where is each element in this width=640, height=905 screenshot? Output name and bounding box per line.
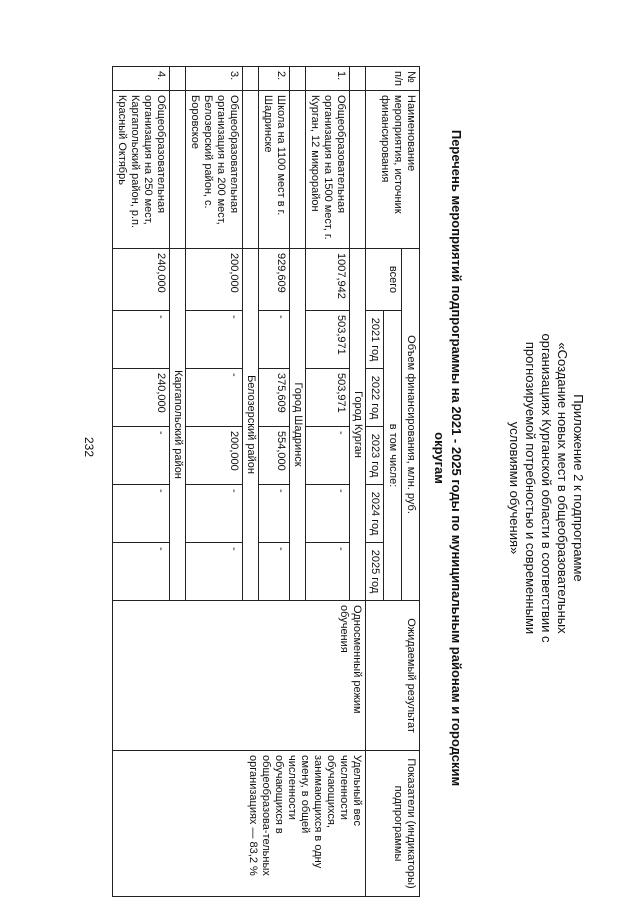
row-num: 2. xyxy=(259,67,290,91)
header-year: 2025 год xyxy=(366,543,384,601)
row-num: 4. xyxy=(113,67,170,91)
cell-2024: - xyxy=(259,485,290,543)
cell-total: 200,000 xyxy=(186,249,243,311)
cell-2023: 200,000 xyxy=(186,427,243,485)
header-funding: Объем финансирования, млн. руб. xyxy=(402,249,420,601)
rotated-page-content xyxy=(40,38,600,888)
cell-2022: 503,971 xyxy=(306,369,350,427)
cell-2024: - xyxy=(306,485,350,543)
row-num: 3. xyxy=(186,67,243,91)
cell-2023: 554,000 xyxy=(259,427,290,485)
cell-2022: - xyxy=(186,369,243,427)
header-year: 2024 год xyxy=(366,485,384,543)
row-name: Школа на 1100 мест в г. Шадринске xyxy=(259,91,290,249)
row-name: Общеобразовательная организация на 1500 мест, г. Курган, 12 микрорайон xyxy=(306,91,350,249)
title-line: Перечень мероприятий подпрограммы на 2021 - 2025 годы по муниципальным районам и городским xyxy=(449,129,464,787)
cell-2021: 503,971 xyxy=(306,311,350,369)
appendix-line: организациях Курганской области в соответствии с xyxy=(539,333,554,643)
section-label: Город Шадринск xyxy=(290,249,306,601)
cell-2025: - xyxy=(259,543,290,601)
section-label: Город Курган xyxy=(350,249,366,601)
cell-2025: - xyxy=(186,543,243,601)
cell-2022: 375,609 xyxy=(259,369,290,427)
cell-2023: - xyxy=(306,427,350,485)
appendix-line: прогнозируемой потребностью и современными xyxy=(523,341,538,635)
cell-2024: - xyxy=(186,485,243,543)
cell-2024: - xyxy=(113,485,170,543)
page-number: 232 xyxy=(82,437,96,458)
appendix-header xyxy=(506,243,586,733)
appendix-line: «Создание новых мест в общеобразовательных xyxy=(555,342,570,634)
expected-result: Односменный режим обучения xyxy=(113,601,366,751)
section-row xyxy=(350,67,366,897)
cell-2023: - xyxy=(113,427,170,485)
appendix-line: условиями обучения» xyxy=(507,421,522,555)
cell-2022: 240,000 xyxy=(113,369,170,427)
cell-2021: - xyxy=(259,311,290,369)
header-total: всего xyxy=(366,249,402,311)
header-year: 2021 год xyxy=(366,311,384,369)
measures-table xyxy=(112,66,420,897)
cell-total: 1007,942 xyxy=(306,249,350,311)
title-line: округам xyxy=(432,432,447,484)
header-result: Ожидаемый результат xyxy=(366,601,420,751)
cell-2025: - xyxy=(113,543,170,601)
page-title xyxy=(431,68,465,848)
cell-2021: - xyxy=(113,311,170,369)
header-name: Наименование мероприятия, источник финансирования xyxy=(366,91,420,249)
row-num: 1. xyxy=(306,67,350,91)
appendix-line: Приложение 2 к подпрограмме xyxy=(571,394,586,582)
header-indicators: Показатели (индикаторы) подпрограммы xyxy=(366,751,420,897)
row-name: Общеобразовательная организация на 250 мест, Каргапольский район, р.п. Красный Октябрь xyxy=(113,91,170,249)
header-year: 2022 год xyxy=(366,369,384,427)
table-header-row xyxy=(402,67,420,897)
header-num: № п/п xyxy=(366,67,420,91)
row-name: Общеобразовательная организация на 200 мест, Белозерский район, с. Боровское xyxy=(186,91,243,249)
section-label: Каргапольский район xyxy=(170,249,186,601)
cell-total: 929,609 xyxy=(259,249,290,311)
indicator-text: Удельный вес численности обучающихся, занимающихся в одну смену, в общей численности обучающихся в общеобразова-тельных организациях — 83,2 % xyxy=(113,751,366,897)
section-label: Белозерский район xyxy=(243,249,259,601)
cell-2025: - xyxy=(306,543,350,601)
header-including: в том числе: xyxy=(384,311,402,601)
cell-total: 240,000 xyxy=(113,249,170,311)
header-year: 2023 год xyxy=(366,427,384,485)
cell-2021: - xyxy=(186,311,243,369)
